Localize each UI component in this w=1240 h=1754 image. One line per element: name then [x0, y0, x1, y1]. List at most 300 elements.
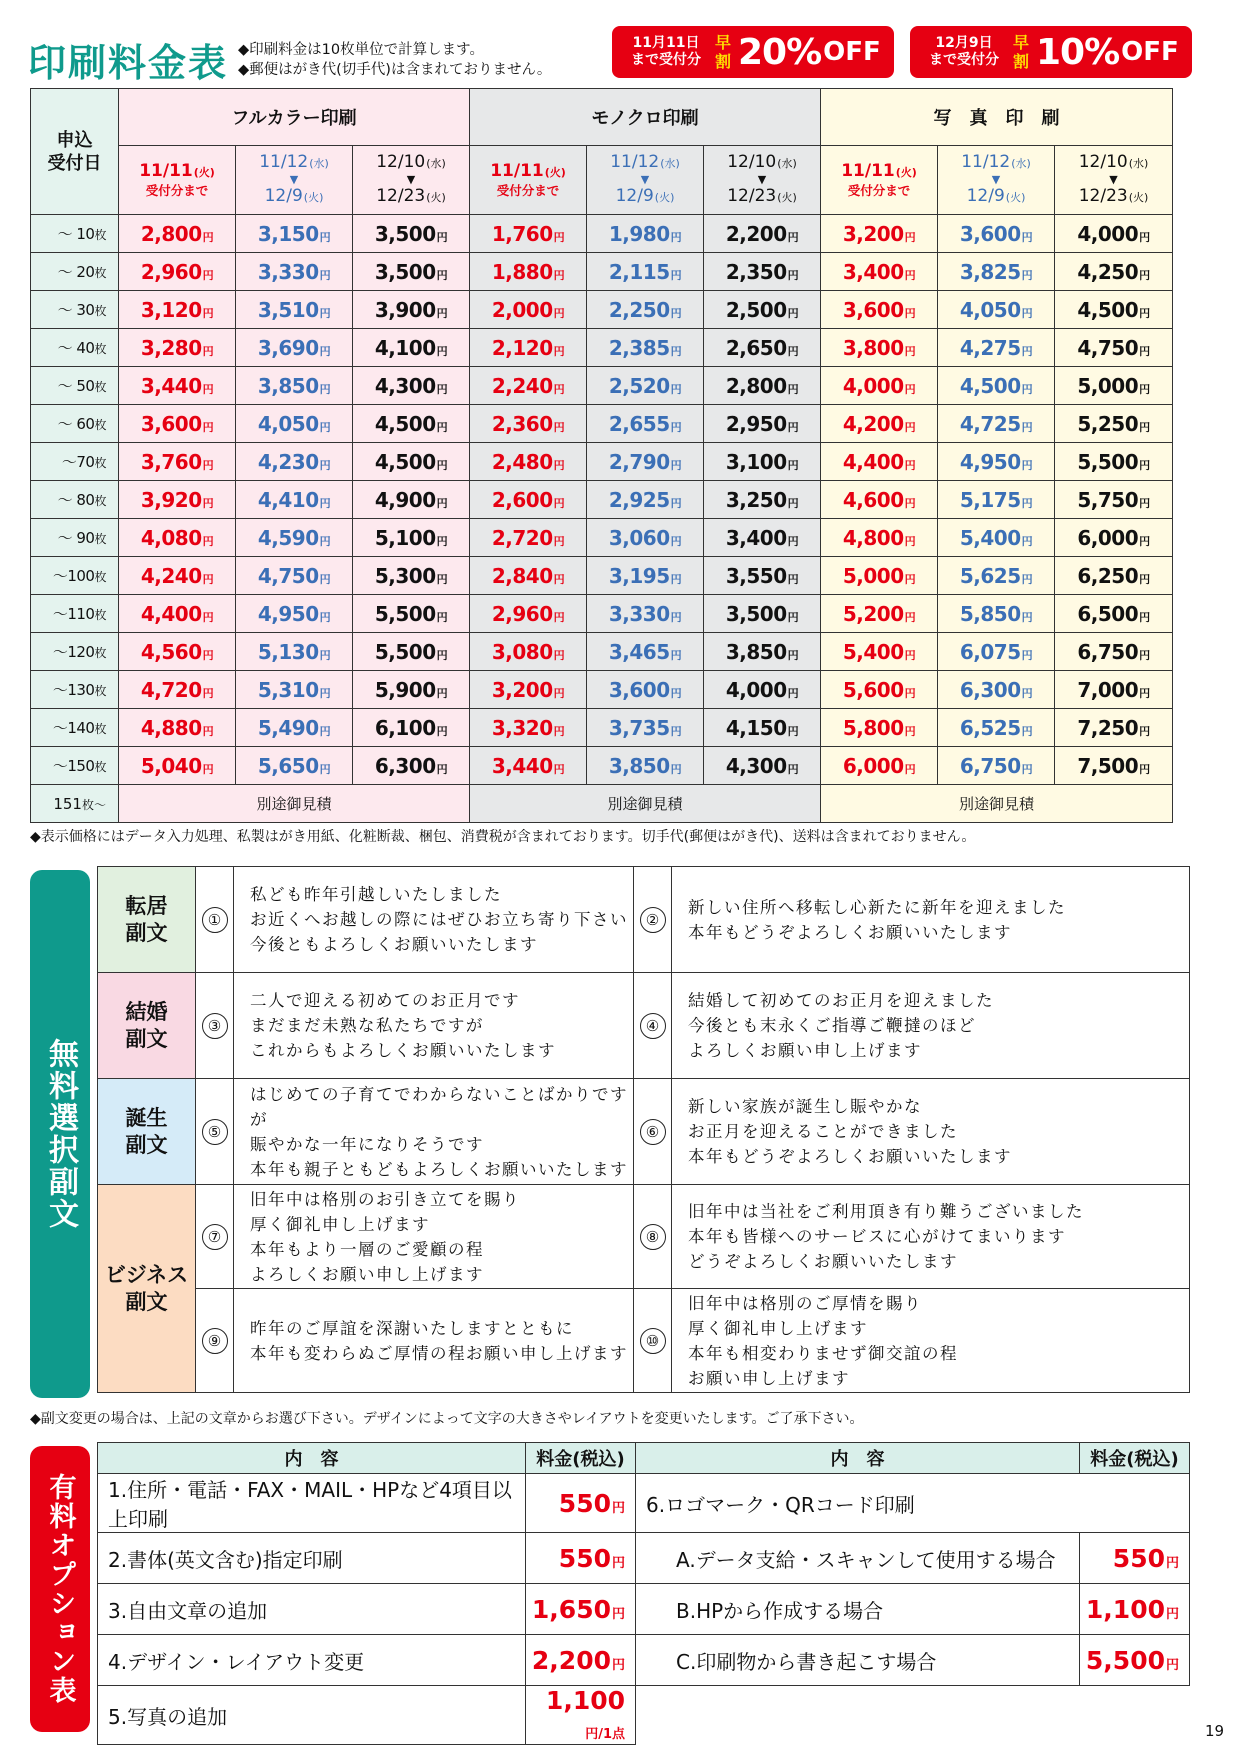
- early-date: [821, 161, 937, 199]
- badge-off: OFF: [1121, 37, 1179, 67]
- yen-unit: 円: [1021, 496, 1033, 510]
- qty-cell: [31, 633, 119, 671]
- options-header-content: 内 容: [98, 1443, 526, 1474]
- price-value: 1,880: [491, 259, 553, 284]
- yen-unit: 円: [319, 724, 331, 738]
- yen-unit: 円: [436, 572, 448, 586]
- date-to: [353, 186, 469, 208]
- qty-value: ～120: [52, 643, 95, 661]
- qty-cell: [31, 519, 119, 557]
- price-cell: [938, 481, 1055, 519]
- price-cell: [704, 253, 821, 291]
- date-text: 12/23: [1078, 186, 1128, 206]
- price-value: 3,330: [608, 601, 670, 626]
- down-triangle-icon: ▼: [991, 173, 1001, 186]
- date-text: 12/10: [376, 152, 426, 172]
- category-line: 副文: [125, 1026, 168, 1051]
- price-cell: [236, 557, 353, 595]
- price-cell: [236, 405, 353, 443]
- price-value: 3,760: [140, 449, 202, 474]
- price-value: 2,925: [608, 487, 670, 512]
- table-row: [31, 671, 1173, 709]
- yen-unit: 円: [904, 306, 916, 320]
- option-fee: [1080, 1533, 1190, 1584]
- price-cell: [353, 367, 470, 405]
- page-number: 19: [1205, 1722, 1225, 1740]
- side-label-text: 有料オプション表: [44, 1473, 76, 1705]
- fee-unit: 円: [1165, 1657, 1179, 1673]
- yen-unit: 円: [202, 610, 214, 624]
- greeting-text: [234, 1079, 634, 1185]
- qty-value: ～130: [52, 681, 95, 699]
- yen-unit: 円: [1139, 534, 1150, 548]
- greeting-number: [634, 1289, 672, 1393]
- badge-percent: 20%: [738, 31, 822, 73]
- date-text: 11/12: [961, 152, 1011, 172]
- greeting-line: 本年も変わらぬご厚情の程お願い申し上げます: [250, 1343, 628, 1363]
- price-cell: [704, 329, 821, 367]
- price-cell: [821, 291, 938, 329]
- table-row: [31, 443, 1173, 481]
- greeting-line: 本年も相変わりませず御交誼の程: [688, 1343, 958, 1363]
- table-row: [31, 785, 1173, 823]
- qty-unit: 枚: [94, 608, 106, 622]
- yen-unit: 円: [904, 230, 916, 244]
- qty-value: ～110: [52, 605, 95, 623]
- yen-unit: 円: [436, 268, 448, 282]
- fee-value: 2,200: [531, 1645, 611, 1675]
- qty-unit: 枚: [94, 722, 106, 736]
- qty-value: ～ 90: [57, 529, 95, 547]
- yen-unit: 円: [202, 534, 214, 548]
- price-value: 4,500: [374, 449, 436, 474]
- date-range: [587, 152, 703, 208]
- greeting-category: [98, 1079, 196, 1185]
- price-value: 2,500: [725, 297, 787, 322]
- qty-unit: 枚～: [81, 797, 106, 812]
- price-value: 4,560: [140, 639, 202, 664]
- greeting-line: 本年も皆様へのサービスに心がけてまいります: [688, 1227, 1066, 1246]
- yen-unit: 円: [670, 420, 682, 434]
- price-cell: [236, 671, 353, 709]
- price-cell: [470, 253, 587, 291]
- qty-value: ～ 60: [57, 415, 95, 433]
- greeting-text: [234, 973, 634, 1079]
- yen-unit: 円: [319, 496, 331, 510]
- price-cell: [119, 367, 236, 405]
- qty-unit: 枚: [94, 456, 106, 470]
- price-footnote: ◆表示価格にはデータ入力処理、私製はがき用紙、化粧断裁、梱包、消費税が含まれております。切手代(郵便はがき代)、送料は含まれておりません。: [30, 829, 976, 845]
- price-value: 5,400: [959, 525, 1021, 550]
- yen-unit: 円: [202, 648, 214, 662]
- price-value: 5,000: [1077, 373, 1139, 398]
- yen-unit: 円: [319, 572, 331, 586]
- price-cell: [470, 557, 587, 595]
- yen-unit: 円: [319, 458, 331, 472]
- price-value: 5,625: [959, 563, 1021, 588]
- price-cell: [938, 709, 1055, 747]
- weekday: (火): [895, 166, 917, 179]
- greeting-number-text: ⑤: [202, 1119, 228, 1145]
- price-value: 2,600: [491, 487, 553, 512]
- price-cell: [119, 405, 236, 443]
- yen-unit: 円: [319, 420, 331, 434]
- date-to: [1055, 186, 1172, 208]
- price-value: 2,790: [608, 449, 670, 474]
- price-cell: [119, 633, 236, 671]
- qty-unit: 枚: [94, 228, 106, 242]
- qty-value: ～140: [52, 719, 95, 737]
- yen-unit: 円: [553, 610, 565, 624]
- greeting-number-text: ⑦: [202, 1224, 228, 1250]
- price-cell: [470, 709, 587, 747]
- price-value: 6,000: [1077, 525, 1139, 550]
- greeting-number: [196, 867, 234, 973]
- price-cell: [1055, 557, 1173, 595]
- price-value: 3,200: [491, 677, 553, 702]
- yen-unit: 円: [1139, 648, 1150, 662]
- yen-unit: 円: [1021, 230, 1033, 244]
- date-from: [587, 152, 703, 174]
- qty-cell: [31, 747, 119, 785]
- weekday: (火): [654, 191, 675, 204]
- price-cell: [587, 557, 704, 595]
- qty-unit: 枚: [94, 760, 106, 774]
- price-value: 3,320: [491, 715, 553, 740]
- price-value: 4,590: [257, 525, 319, 550]
- date-from: [236, 152, 352, 174]
- greeting-number: [196, 1079, 234, 1185]
- early-date-line: [119, 161, 235, 181]
- price-cell: [938, 367, 1055, 405]
- greeting-number-text: ②: [640, 907, 666, 933]
- price-value: 6,525: [959, 715, 1021, 740]
- price-value: 3,500: [374, 221, 436, 246]
- date-range: [938, 152, 1054, 208]
- price-cell: [119, 557, 236, 595]
- price-value: 2,250: [608, 297, 670, 322]
- greeting-number-text: ③: [202, 1013, 228, 1039]
- option-row: [98, 1635, 1190, 1686]
- price-cell: [353, 519, 470, 557]
- yen-unit: 円: [670, 762, 682, 776]
- price-value: 1,980: [608, 221, 670, 246]
- price-cell: [1055, 443, 1173, 481]
- date-header-normal: [704, 146, 821, 215]
- price-value: 6,750: [1077, 639, 1139, 664]
- early-note: 受付分まで: [847, 183, 911, 198]
- early-discount-badge: [910, 26, 1192, 78]
- price-value: 4,500: [374, 411, 436, 436]
- yen-unit: 円: [553, 420, 565, 434]
- price-value: 3,825: [959, 259, 1021, 284]
- date-from: [704, 152, 820, 174]
- price-cell: [821, 595, 938, 633]
- price-cell: [1055, 595, 1173, 633]
- price-value: 5,900: [374, 677, 436, 702]
- yen-unit: 円: [319, 648, 331, 662]
- price-value: 4,750: [257, 563, 319, 588]
- yen-unit: 円: [319, 344, 331, 358]
- price-value: 3,440: [140, 373, 202, 398]
- date-header-mid: [587, 146, 704, 215]
- weekday: (水): [777, 157, 797, 170]
- price-value: 2,960: [491, 601, 553, 626]
- price-value: 4,300: [374, 373, 436, 398]
- table-row: [31, 595, 1173, 633]
- greeting-line: 新しい住所へ移転し心新たに新年を迎えました: [688, 897, 1066, 917]
- date-range: [236, 152, 352, 208]
- yen-unit: 円: [202, 382, 214, 396]
- yen-unit: 円: [1139, 306, 1150, 320]
- price-cell: [938, 291, 1055, 329]
- price-value: 3,330: [257, 259, 319, 284]
- price-cell: [119, 215, 236, 253]
- yen-unit: 円: [553, 268, 565, 282]
- price-value: 2,650: [725, 335, 787, 360]
- category-line: ビジネス: [104, 1262, 189, 1287]
- price-cell: [1055, 329, 1173, 367]
- weekday: (火): [1005, 191, 1026, 204]
- yen-unit: 円: [1139, 344, 1150, 358]
- price-cell: [821, 215, 938, 253]
- estimate-cell: 別途御見積: [119, 785, 470, 823]
- yen-unit: 円: [202, 344, 214, 358]
- yen-unit: 円: [1139, 496, 1150, 510]
- price-value: 4,080: [140, 525, 202, 550]
- price-value: 3,900: [374, 297, 436, 322]
- price-value: 2,950: [725, 411, 787, 436]
- greeting-line: 結婚して初めてのお正月を迎えました: [688, 991, 994, 1010]
- date-header-mid: [938, 146, 1055, 215]
- greeting-line: 二人で迎える初めてのお正月です: [250, 991, 520, 1010]
- price-cell: [938, 329, 1055, 367]
- qty-value: ～100: [52, 567, 95, 585]
- yen-unit: 円: [1021, 268, 1033, 282]
- price-cell: [704, 291, 821, 329]
- price-value: 3,550: [725, 563, 787, 588]
- price-value: 2,000: [491, 297, 553, 322]
- greeting-line: 厚く御礼申し上げます: [688, 1318, 868, 1338]
- price-cell: [470, 405, 587, 443]
- price-cell: [704, 481, 821, 519]
- yen-unit: 円: [787, 344, 799, 358]
- yen-unit: 円: [553, 724, 565, 738]
- greeting-text: [672, 973, 1190, 1079]
- down-triangle-icon: ▼: [406, 173, 416, 186]
- table-row: [31, 481, 1173, 519]
- price-cell: [470, 291, 587, 329]
- price-cell: [587, 595, 704, 633]
- date-header-early: [470, 146, 587, 215]
- weekday: (火): [1128, 191, 1149, 204]
- down-triangle-icon: ▼: [1109, 173, 1118, 186]
- price-cell: [353, 709, 470, 747]
- yen-unit: 円: [202, 268, 214, 282]
- price-value: 5,200: [842, 601, 904, 626]
- early-note: 受付分まで: [496, 183, 560, 198]
- price-cell: [119, 481, 236, 519]
- weekday: (火): [193, 166, 215, 179]
- greeting-line: 旧年中は当社をご利用頂き有り難うございました: [688, 1202, 1084, 1221]
- option-label: C.印刷物から書き起こす場合: [636, 1635, 1080, 1686]
- greeting-category: [98, 867, 196, 973]
- greeting-row: [98, 1289, 1190, 1393]
- badge-off: OFF: [823, 37, 881, 67]
- price-cell: [119, 291, 236, 329]
- price-value: 4,725: [959, 411, 1021, 436]
- price-cell: [1055, 671, 1173, 709]
- price-value: 3,850: [257, 373, 319, 398]
- yen-unit: 円: [553, 534, 565, 548]
- greeting-number-text: ⑨: [202, 1328, 228, 1354]
- fee-value: 5,500: [1085, 1645, 1165, 1675]
- yen-unit: 円: [553, 648, 565, 662]
- greeting-row: [98, 1079, 1190, 1185]
- price-value: 4,100: [374, 335, 436, 360]
- date-to: [236, 186, 352, 208]
- price-cell: [821, 519, 938, 557]
- greeting-line: まだまだ未熟な私たちですが: [250, 1016, 484, 1035]
- greeting-text: [234, 1289, 634, 1393]
- early-date-line: [821, 161, 937, 181]
- yen-unit: 円: [904, 762, 916, 776]
- price-cell: [353, 443, 470, 481]
- price-cell: [821, 671, 938, 709]
- price-cell: [470, 443, 587, 481]
- early-date: [470, 161, 586, 199]
- greeting-row: [98, 867, 1190, 973]
- price-value: 3,800: [842, 335, 904, 360]
- price-value: 3,250: [725, 487, 787, 512]
- free-greeting-side-label: [30, 870, 90, 1398]
- date-text: 12/10: [727, 152, 777, 172]
- badge-percent: 10%: [1036, 31, 1120, 73]
- yen-unit: 円: [1139, 268, 1150, 282]
- price-cell: [1055, 633, 1173, 671]
- option-label: A.データ支給・スキャンして使用する場合: [636, 1533, 1080, 1584]
- greeting-number-text: ⑩: [640, 1328, 666, 1354]
- yen-unit: 円: [1139, 686, 1150, 700]
- yen-unit: 円: [436, 610, 448, 624]
- price-cell: [821, 443, 938, 481]
- date-from: [1055, 152, 1172, 174]
- price-value: 4,950: [959, 449, 1021, 474]
- price-cell: [587, 633, 704, 671]
- early-note: 受付分まで: [145, 183, 209, 198]
- price-value: 4,720: [140, 677, 202, 702]
- greeting-row: [98, 1185, 1190, 1289]
- yen-unit: 円: [202, 306, 214, 320]
- price-cell: [821, 633, 938, 671]
- table-row: [31, 519, 1173, 557]
- price-value: 2,840: [491, 563, 553, 588]
- yen-unit: 円: [1021, 420, 1033, 434]
- yen-unit: 円: [319, 306, 331, 320]
- price-table: [30, 88, 1173, 823]
- qty-value: ～ 30: [57, 301, 95, 319]
- price-value: 5,500: [374, 601, 436, 626]
- greeting-line: お願い申し上げます: [688, 1368, 850, 1388]
- greeting-line: 本年もどうぞよろしくお願いいたします: [688, 1147, 1012, 1166]
- price-value: 4,410: [257, 487, 319, 512]
- price-cell: [704, 405, 821, 443]
- price-value: 3,060: [608, 525, 670, 550]
- price-value: 4,500: [959, 373, 1021, 398]
- date-text: 12/9: [966, 186, 1005, 206]
- date-range: [704, 152, 820, 208]
- price-value: 4,880: [140, 715, 202, 740]
- options-table: [97, 1442, 1190, 1745]
- price-value: 2,115: [608, 259, 670, 284]
- price-value: 3,465: [608, 639, 670, 664]
- badge-date: 11月11日: [632, 35, 700, 51]
- yen-unit: 円: [436, 230, 448, 244]
- price-cell: [236, 291, 353, 329]
- badge-deadline: [620, 35, 712, 69]
- price-cell: [236, 519, 353, 557]
- qty-cell: [31, 329, 119, 367]
- qty-cell: [31, 291, 119, 329]
- price-cell: [353, 329, 470, 367]
- price-value: 2,200: [725, 221, 787, 246]
- qty-cell: [31, 671, 119, 709]
- greeting-category: [98, 1185, 196, 1393]
- yen-unit: 円: [787, 420, 799, 434]
- price-cell: [704, 215, 821, 253]
- option-fee: [526, 1474, 636, 1533]
- weekday: (水): [309, 157, 329, 170]
- greeting-line: お近くへお越しの際にはぜひお立ち寄り下さい: [250, 910, 628, 929]
- yen-unit: 円: [436, 496, 448, 510]
- fee-unit: 円: [611, 1657, 625, 1673]
- price-value: 4,950: [257, 601, 319, 626]
- yen-unit: 円: [670, 534, 682, 548]
- date-header-early: [821, 146, 938, 215]
- yen-unit: 円: [904, 724, 916, 738]
- yen-unit: 円: [436, 306, 448, 320]
- category-line: 誕生: [125, 1105, 168, 1130]
- qty-value: ～70: [61, 453, 95, 471]
- qty-unit: 枚: [94, 342, 106, 356]
- greeting-text: [672, 1289, 1190, 1393]
- greeting-line: 新しい家族が誕生し賑やかな: [688, 1097, 922, 1116]
- price-cell: [353, 595, 470, 633]
- yen-unit: 円: [904, 534, 916, 548]
- yen-unit: 円: [553, 382, 565, 396]
- price-cell: [704, 633, 821, 671]
- greeting-line: 本年もより一層のご愛顧の程: [250, 1239, 484, 1259]
- option-fee: [526, 1686, 636, 1745]
- date-to: [938, 186, 1054, 208]
- price-cell: [587, 481, 704, 519]
- greeting-text: [234, 1185, 634, 1289]
- price-cell: [236, 367, 353, 405]
- price-cell: [119, 519, 236, 557]
- table-row: [31, 557, 1173, 595]
- price-value: 4,150: [725, 715, 787, 740]
- price-value: 3,850: [608, 753, 670, 778]
- price-cell: [938, 253, 1055, 291]
- price-cell: [119, 253, 236, 291]
- qty-cell: [31, 253, 119, 291]
- price-value: 3,600: [140, 411, 202, 436]
- price-cell: [587, 443, 704, 481]
- price-cell: [470, 481, 587, 519]
- price-value: 5,500: [374, 639, 436, 664]
- yen-unit: 円: [202, 420, 214, 434]
- price-cell: [236, 633, 353, 671]
